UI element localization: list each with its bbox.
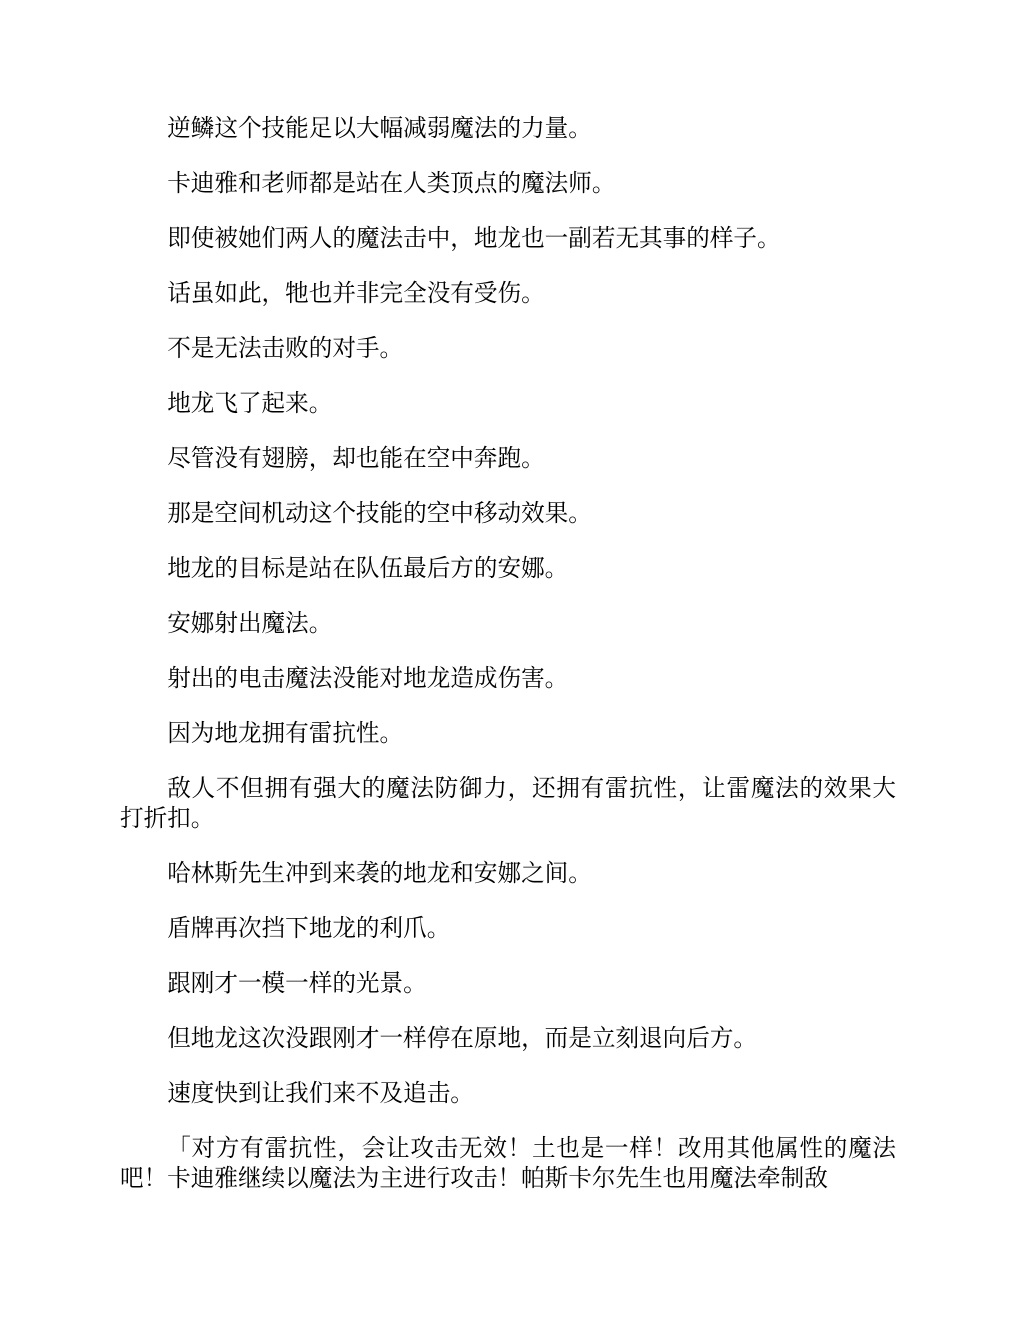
paragraph: 因为地龙拥有雷抗性。 bbox=[167, 719, 404, 747]
paragraph: 敌人不但拥有强大的魔法防御力，还拥有雷抗性，让雷魔法的效果大打折扣。 bbox=[120, 774, 896, 832]
paragraph: 话虽如此，牠也并非完全没有受伤。 bbox=[167, 279, 545, 307]
paragraph: 不是无法击败的对手。 bbox=[167, 334, 404, 362]
paragraph: 跟刚才一模一样的光景。 bbox=[167, 969, 427, 997]
paragraph: 逆鳞这个技能足以大幅减弱魔法的力量。 bbox=[167, 114, 592, 142]
paragraph: 射出的电击魔法没能对地龙造成伤害。 bbox=[167, 664, 569, 692]
paragraph: 但地龙这次没跟刚才一样停在原地，而是立刻退向后方。 bbox=[167, 1024, 758, 1052]
paragraph: 即使被她们两人的魔法击中，地龙也一副若无其事的样子。 bbox=[167, 224, 781, 252]
paragraph: 盾牌再次挡下地龙的利爪。 bbox=[167, 914, 451, 942]
paragraph: 那是空间机动这个技能的空中移动效果。 bbox=[167, 499, 592, 527]
paragraph: 「对方有雷抗性，会让攻击无效！土也是一样！改用其他属性的魔法吧！卡迪雅继续以魔法为主进行攻击！帕斯卡尔先生也用魔法牵制敌 bbox=[120, 1134, 896, 1192]
paragraph: 速度快到让我们来不及追击。 bbox=[167, 1079, 474, 1107]
paragraph: 尽管没有翅膀，却也能在空中奔跑。 bbox=[167, 444, 545, 472]
paragraph: 安娜射出魔法。 bbox=[167, 609, 333, 637]
paragraph: 哈林斯先生冲到来袭的地龙和安娜之间。 bbox=[167, 859, 592, 887]
document-body bbox=[120, 113, 896, 1218]
paragraph: 地龙飞了起来。 bbox=[167, 389, 333, 417]
paragraph: 地龙的目标是站在队伍最后方的安娜。 bbox=[167, 554, 569, 582]
paragraph: 卡迪雅和老师都是站在人类顶点的魔法师。 bbox=[167, 169, 616, 197]
